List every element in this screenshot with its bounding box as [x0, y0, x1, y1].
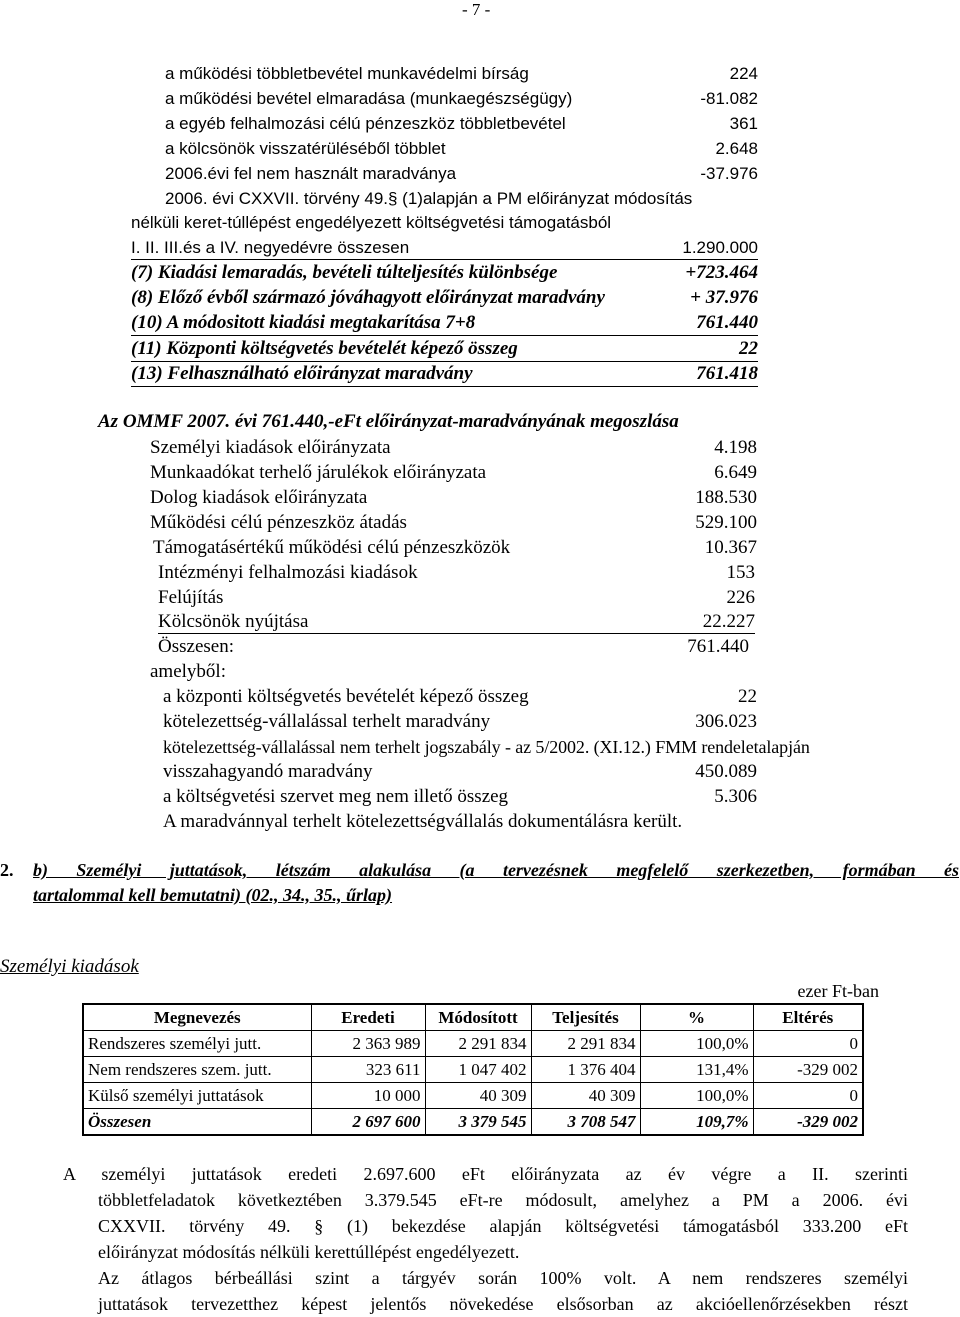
paragraph-1-rest [98, 1187, 908, 1265]
bold-item-value-3: 22 [739, 338, 758, 359]
bold-item-value-4: 761.418 [696, 363, 758, 384]
dist-label-4: Támogatásértékű működési célú pénzeszközök [153, 537, 511, 558]
bold-item-0 [131, 261, 758, 285]
cell-modified: 40 309 [425, 1083, 531, 1109]
cell-name: Összesen [83, 1109, 311, 1136]
top-item-label-1: a működési bevétel elmaradása (munkaegészségügy) [165, 89, 573, 108]
dist-label-7: Kölcsönök nyújtása [158, 611, 309, 632]
top-item-label-4: 2006.évi fel nem használt maradványa [165, 164, 457, 183]
bold-item-1 [131, 286, 758, 310]
top-item-label-0: a működési többletbevétel munkavédelmi bírság [165, 64, 529, 83]
paragraph-1 [63, 1161, 908, 1187]
paragraph-1-line-1: többletfeladatok következtében 3.379.545 eFt-re módosult, amelyhez a PM a 2006. évi [98, 1190, 908, 1210]
bold-item-label-3: (11) Központi költségvetés bevételét képező összeg [131, 338, 518, 359]
cell-name: Nem rendszeres szem. jutt. [83, 1057, 311, 1083]
cell-fulfilled: 3 708 547 [531, 1109, 640, 1136]
dist-label-6: Felújítás [158, 587, 224, 608]
bold-item-underline-2 [131, 335, 758, 336]
paragraph-1-line-0: A személyi juttatások eredeti 2.697.600 eFt előirányzata az év végre a II. szerinti [63, 1164, 908, 1184]
col-header-name: Megnevezés [83, 1004, 311, 1031]
dist-row-7 [158, 610, 755, 634]
paragraph-2-line-0: Az átlagos bérbeállási szint a tárgyév során 100% volt. A nem rendszeres személyi [98, 1268, 908, 1288]
cell-modified: 1 047 402 [425, 1057, 531, 1083]
bold-item-label-4: (13) Felhasználható előirányzat maradvány [131, 363, 473, 384]
cell-original: 2 697 600 [311, 1109, 425, 1136]
paragraph-1-line-3: előirányzat módosítás nélküli kerettúllépést engedélyezett. [98, 1242, 520, 1262]
omm-heading: Az OMMF 2007. évi 761.440,-eFt előirányzat-maradványának megoszlása [98, 411, 679, 432]
law-text-line1: 2006. évi CXXVII. törvény 49.§ (1)alapján a PM előirányzat módosítás [165, 189, 693, 208]
paragraph-2-line-1: juttatások tervezetthez képest jelentős növekedése elsősorban az akcióellenőrzésekben részt [98, 1294, 908, 1314]
bold-item-label-0: (7) Kiadási lemaradás, bevételi túlteljesítés különbsége [131, 262, 558, 283]
law-text-line3-label: I. II. III.és a IV. negyedévre összesen [131, 238, 410, 257]
law-text-line2: nélküli keret-túllépést engedélyezett költségvetési támogatásból [131, 213, 612, 232]
sub-value-3: 450.089 [695, 761, 757, 782]
table-total-row [83, 1109, 863, 1136]
section-number: 2. [0, 860, 14, 880]
col-header-original: Eredeti [311, 1004, 425, 1031]
cell-percent: 100,0% [640, 1031, 753, 1057]
dist-underline [158, 633, 755, 634]
total-label: Összesen: [158, 636, 234, 657]
dist-value-2: 188.530 [695, 487, 757, 508]
top-item-value-2: 361 [729, 114, 758, 133]
top-item-value-1: -81.082 [700, 89, 758, 108]
paragraph-1-line-2: CXXVII. törvény 49. § (1) bekezdése alapján költségvetési támogatásból 333.200 eFt [98, 1216, 908, 1236]
law-text-line3 [131, 236, 758, 260]
table-row [83, 1031, 863, 1057]
table-header-row [83, 1004, 863, 1031]
section-title-line2: tartalommal kell bemutatni) (02., 34., 35., űrlap) [33, 885, 393, 905]
dist-label-2: Dolog kiadások előirányzata [150, 487, 368, 508]
dist-value-1: 6.649 [714, 462, 757, 483]
cell-percent: 109,7% [640, 1109, 753, 1136]
dist-value-4: 10.367 [704, 537, 757, 558]
sub-label-2: kötelezettség-vállalással nem terhelt jogszabály - az 5/2002. (XI.12.) FMM rendeletalapján [163, 737, 810, 757]
law-text-underline [131, 259, 758, 260]
sub-label-3: visszahagyandó maradvány [163, 761, 373, 782]
sub-value-1: 306.023 [695, 711, 757, 732]
top-item-label-3: a kölcsönök visszatérüléséből többlet [165, 139, 446, 158]
dist-value-3: 529.100 [695, 512, 757, 533]
total-value: 761.440 [687, 636, 749, 657]
top-item-value-4: -37.976 [700, 164, 758, 183]
sub-label-4: a költségvetési szervet meg nem illető összeg [163, 786, 509, 807]
bold-item-3 [131, 337, 758, 361]
cell-name: Rendszeres személyi jutt. [83, 1031, 311, 1057]
dist-value-0: 4.198 [714, 437, 757, 458]
cell-percent: 131,4% [640, 1057, 753, 1083]
top-item-label-2: a egyéb felhalmozási célú pénzeszköz többletbevétel [165, 114, 566, 133]
col-header-difference: Eltérés [753, 1004, 863, 1031]
top-item-value-3: 2.648 [715, 139, 758, 158]
sub-label-1: kötelezettség-vállalással terhelt maradvány [163, 711, 491, 732]
page-number: - 7 - [462, 0, 491, 19]
cell-original: 323 611 [311, 1057, 425, 1083]
bold-item-label-2: (10) A módositott kiadási megtakarítása 7+8 [131, 312, 476, 333]
bold-item-2 [131, 311, 758, 335]
cell-original: 10 000 [311, 1083, 425, 1109]
sub-label-0: a központi költségvetés bevételét képező összeg [163, 686, 529, 707]
dist-label-3: Működési célú pénzeszköz átadás [150, 512, 407, 533]
cell-fulfilled: 2 291 834 [531, 1031, 640, 1057]
cell-original: 2 363 989 [311, 1031, 425, 1057]
bold-item-underline-4 [131, 386, 758, 387]
cell-fulfilled: 40 309 [531, 1083, 640, 1109]
col-header-percent: % [640, 1004, 753, 1031]
amelybol-label: amelyből: [150, 661, 226, 682]
cell-fulfilled: 1 376 404 [531, 1057, 640, 1083]
dist-label-0: Személyi kiadások előirányzata [150, 437, 391, 458]
table-row [83, 1083, 863, 1109]
paragraph-2 [98, 1265, 908, 1317]
table-row [83, 1057, 863, 1083]
documentation-note: A maradvánnyal terhelt kötelezettségvállalás dokumentálásra került. [163, 811, 683, 832]
cell-modified: 3 379 545 [425, 1109, 531, 1136]
col-header-modified: Módosított [425, 1004, 531, 1031]
bold-item-4 [131, 362, 758, 386]
cell-name: Külső személyi juttatások [83, 1083, 311, 1109]
unit-label: ezer Ft-ban [797, 981, 879, 1001]
bold-item-value-0: +723.464 [685, 262, 758, 283]
law-text-line3-value: 1.290.000 [682, 238, 758, 257]
dist-label-1: Munkaadókat terhelő járulékok előirányzata [150, 462, 487, 483]
dist-label-5: Intézményi felhalmozási kiadások [158, 562, 418, 583]
dist-value-6: 226 [726, 587, 755, 608]
bold-item-value-2: 761.440 [696, 312, 758, 333]
bold-item-label-1: (8) Előző évből származó jóváhagyott előirányzat maradvány [131, 287, 605, 308]
section-title-line1: b) Személyi juttatások, létszám alakulása (a tervezésnek megfelelő szerkezetben, formában és [33, 860, 959, 880]
cell-modified: 2 291 834 [425, 1031, 531, 1057]
cell-difference: -329 002 [753, 1057, 863, 1083]
dist-value-7: 22.227 [702, 611, 755, 632]
dist-value-5: 153 [726, 562, 755, 583]
cell-difference: 0 [753, 1083, 863, 1109]
cell-difference: -329 002 [753, 1109, 863, 1136]
cell-percent: 100,0% [640, 1083, 753, 1109]
top-item-value-0: 224 [729, 64, 758, 83]
cell-difference: 0 [753, 1031, 863, 1057]
col-header-fulfilled: Teljesítés [531, 1004, 640, 1031]
personal-heading: Személyi kiadások [0, 956, 139, 977]
sub-value-4: 5.306 [714, 786, 757, 807]
bold-item-value-1: + 37.976 [690, 287, 758, 308]
sub-value-0: 22 [738, 686, 757, 707]
personal-expenses-table [82, 1003, 864, 1136]
